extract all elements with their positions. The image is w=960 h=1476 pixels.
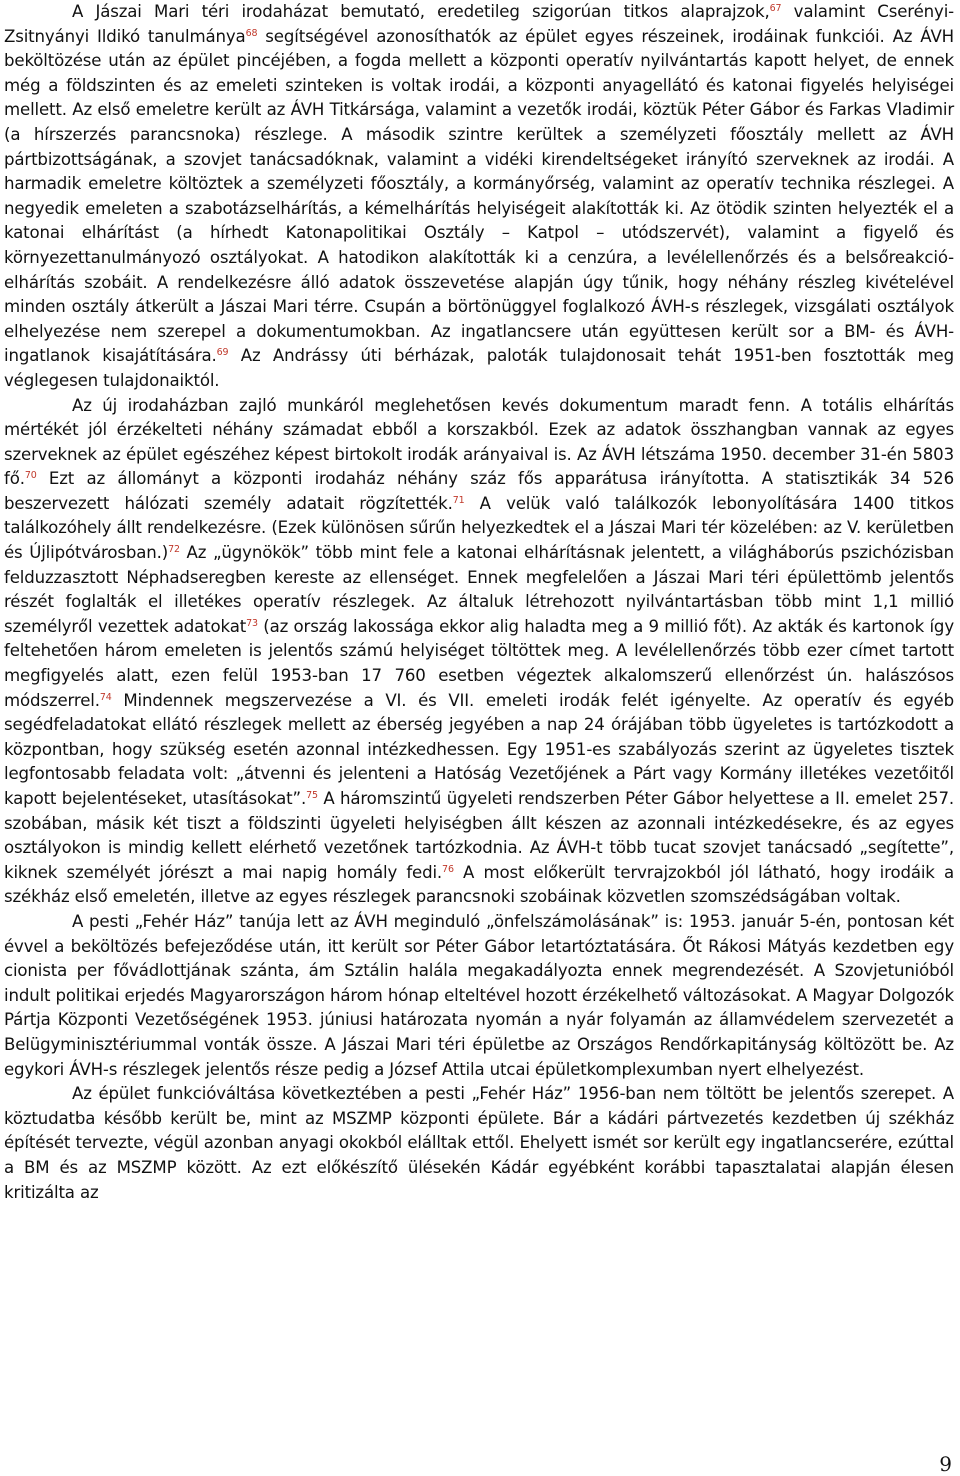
footnote-ref[interactable]: 76 — [442, 863, 454, 875]
footnote-ref[interactable]: 69 — [216, 347, 229, 359]
footnote-ref[interactable]: 71 — [452, 494, 465, 506]
text-run: A háromszintű ügyeleti rendszerben Péter Gábor helyettese a II. emelet 257. szobában, másik két tiszt a földszinti ügyeleti helyiségben állt készen az azonnali intézkedésekre, és az egyes osztályokon is mindig kellett elérhető vezetőnek tartózkodnia. Az ÁVH-t több tucat szovjet tanácsadó „segítette”, kiknek személyét jórészt a mai napig homály fedi. — [4, 789, 954, 882]
text-run: Ezt az állományt a központi irodaház néhány száz fős apparátusa irányította. A statisztikák 34 526 beszervezett hálózati személy adatait rögzítették. — [4, 469, 954, 513]
footnote-ref[interactable]: 68 — [245, 27, 258, 39]
page-number: 9 — [939, 1452, 952, 1476]
text-run: segítségével azonosíthatók az épület egyes részeinek, irodáinak funkciói. Az ÁVH beköltözése után az épület pincéjében, a fogda mellett a központi operatív nyilvántartás kapott helyet, de ennek még a földszinten és az emeleti szinteken is voltak irodái, a központi anyagellátó és katonai figyelés helyiségei mellett. Az első emeletre került az ÁVH Titkársága, valamint a vezetők irodái, köztük Péter Gábor és Farkas Vladimir (a hírszerzés parancsnoka) részlege. A második szintre kerültek a személyzeti főosztály mellett az ÁVH pártbizottságának, a szovjet tanácsadóknak, valamint a vidéki kirendeltségeket irányító szerveknek az irodái. A harmadik emeletre költöztek a személyzeti főosztály, a kormányőrség, valamint az operatív technika részlegei. A negyedik emeleten a szabotázselhárítás, a kémelhárítás helyiségeit alakították ki. Az ötödik szinten helyezték el a katonai elhárítást (a hírhedt Katonapolitikai Osztály – Katpol – utódszervét), valamint a figyelő és környezettanulmányozó osztályokat. A hatodikon alakították ki a cenzúra, a levélellenőrzés és a belsőreakció-elhárítás szobáit. A rendelkezésre álló adatok összevetése alapján úgy tűnik, hogy néhány részleg kivételével minden osztály átkerült a Jászai Mari térre. Csupán a börtönüggyel foglalkozó ÁVH-s részlegek, vizsgálati osztályok elhelyezése nem szerepel a dokumentumokban. Az ingatlancsere után együttesen került sor a BM- és ÁVH-ingatlanok kisajátítására. — [4, 26, 954, 366]
text-run: Az „ügynökök” több mint fele a katonai elhárításnak jelentett, a világháborús pszichózisban felduzzasztott Néphadseregben kereste az ellenséget. Ennek megfelelően a Jászai Mari téri épülettömb jelentős részét foglalták el illetékes operatív részlegek. Az általuk létrehozott nyilvántartásban több mint 1,1 millió személyről vezettek adatokat — [4, 543, 954, 636]
paragraph — [4, 0, 954, 394]
text-run: A velük való találkozók lebonyolítására 1400 titkos találkozóhely állt rendelkezésre. (Ezek különösen sűrűn helyezkedtek el a Jászai Mari tér közelében: az V. kerületben és Újlipótvárosban.) — [4, 493, 954, 563]
text-run: valamint Cserényi-Zsitnyányi Ildikó tanulmánya — [4, 2, 954, 46]
text-run: Az új irodaházban zajló munkáról meglehetősen kevés dokumentum maradt fenn. A totális elhárítás mértékét jól érzékelteti néhány számadat ebből a korszakból. Ezek az adatok összhangban vannak az egyes szerveknek az épület egészéhez képest birtokolt irodák arányaival is. Az ÁVH létszáma 1950. december 31-én 5803 fő. — [4, 395, 954, 489]
footnote-ref[interactable]: 74 — [99, 691, 112, 703]
text-run: Az épület funkcióváltása következtében a pesti „Fehér Ház” 1956-ban nem töltött be jelentős szerepet. A köztudatba később került be, mint az MSZMP központi épülete. Bár a kádári pártvezetés kezdetben új székház építését tervezte, végül azonban anyagi okokból elálltak ettől. Ehelyett ismét sor került egy ingatlancserére, ezúttal a BM és az MSZMP között. Az ezt előkészítő ülésekén Kádár egyébként korábbi tapasztalatai alapján élesen kritizálta az — [4, 1084, 954, 1202]
text-run: A pesti „Fehér Ház” tanúja lett az ÁVH meginduló „önfelszámolásának” is: 1953. január 5-én, pontosan két évvel a beköltözés befejeződése után, itt került sor Péter Gábor letartóztatására. Őt Rákosi Mátyás kezdetben egy cionista per fővádlottjának szánta, ám Sztálin halála megakadályozta ennek megrendezését. A Szovjetunióból indult politikai erjedés Magyarországon három hónap elteltével hozott érzékelhető változásokat. A Magyar Dolgozók Pártja Központi Vezetőségének 1953. júniusi határozata nyomán a nyár folyamán az államvédelem szervezetét a Belügyminisztériummal vonták össze. A Jászai Mari téri épületbe az Országos Rendőrkapitányság költözött be. Az egykori ÁVH-s részlegek jelentős része pedig a József Attila utcai épületkomplexumban nyert elhelyezést. — [4, 911, 954, 1079]
paragraph — [4, 1082, 954, 1205]
footnote-ref[interactable]: 73 — [246, 617, 258, 629]
footnote-ref[interactable]: 75 — [306, 790, 318, 801]
footnote-ref[interactable]: 70 — [24, 470, 37, 482]
text-run: A most előkerült tervrajzokból jól látható, hogy irodáik a székház első emeletén, illetve az egyes részlegek parancsnoki szobáinak közvetlen szomszédságában voltak. — [4, 862, 954, 907]
text-run: Mindennek megszervezése a VI. és VII. emeleti irodák felét igényelte. Az operatív és egyéb segédfeladatokat ellátó részlegek mellett az éberség jegyében a nap 24 órájában több ügyeletes is tartózkodott a központban, hogy szükség esetén azonnal intézkedhessen. Egy 1951-es szabályozás szerint az ügyeletes tisztek legfontosabb feladata volt: „átvenni és jelenteni a Hatóság Vezetőjének a Párt vagy Kormány illetékes vezetőitől kapott bejelentéseket, utasításokat”. — [4, 690, 954, 808]
text-run: (az ország lakossága ekkor alig haladta meg a 9 millió főt). Az akták és kartonok így feltehetően három emeleten is jelentős számú helyiséget töltöttek meg. A levélellenőrzés több ezer címet tartott megfigyelés alatt, ezen felül 1953-ban 17 760 esetben végeztek alkalomszerű ellenőrzést ún. halászósos módszerrel. — [4, 616, 954, 710]
paragraph — [4, 394, 954, 910]
paragraph — [4, 910, 954, 1082]
footnote-ref[interactable]: 72 — [168, 544, 180, 556]
document-body — [4, 0, 954, 1205]
text-run: Az Andrássy úti bérházak, paloták tulajdonosait tehát 1951-ben fosztották meg véglegesen tulajdonaiktól. — [4, 346, 954, 390]
text-run: A Jászai Mari téri irodaházat bemutató, eredetileg szigorúan titkos alaprajzok, — [72, 2, 770, 21]
footnote-ref[interactable]: 67 — [769, 3, 782, 14]
